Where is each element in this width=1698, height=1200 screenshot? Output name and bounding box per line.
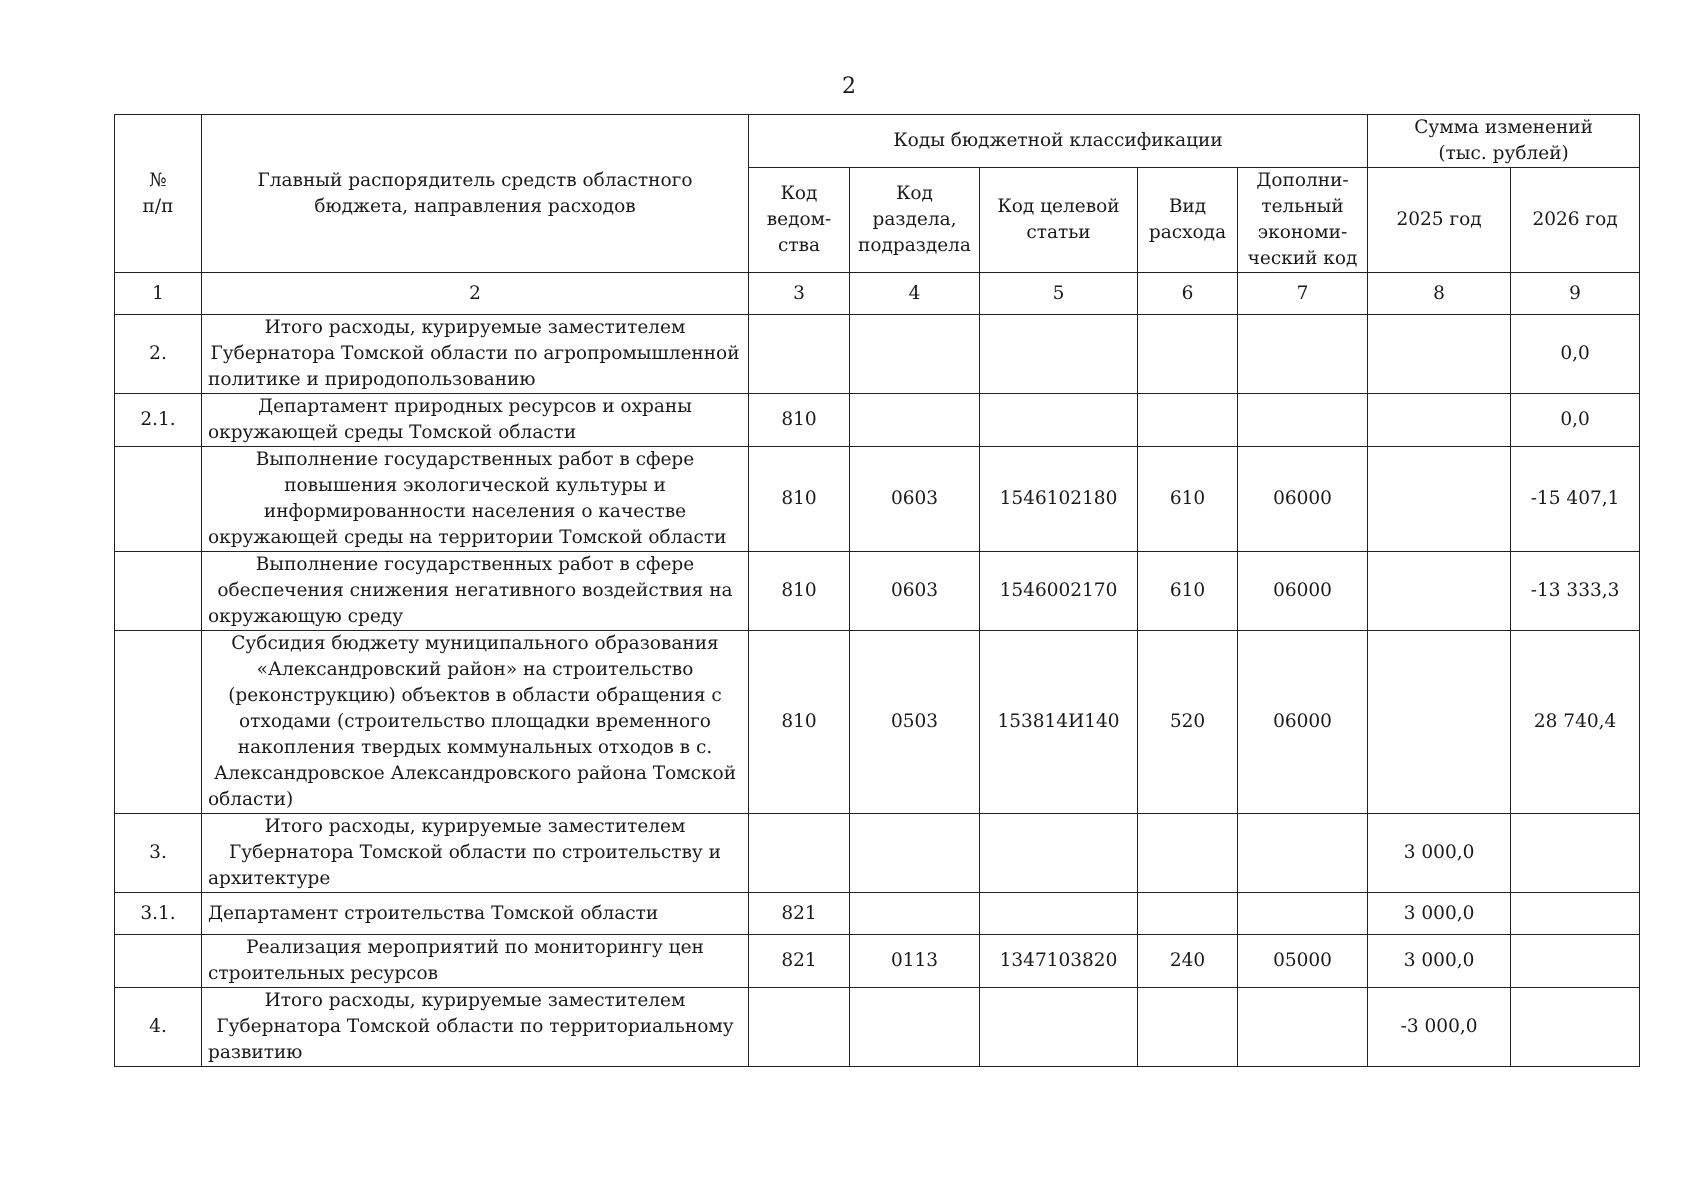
table-row — [115, 552, 1640, 631]
row-expense-type — [1138, 394, 1238, 447]
row-section-code — [850, 315, 980, 394]
row-2026 — [1511, 814, 1640, 893]
header-budget-codes: Коды бюджетной классификации — [749, 115, 1368, 168]
row-econ-code: 06000 — [1238, 552, 1368, 631]
row-target-code: 1546102180 — [980, 447, 1138, 552]
row-num — [115, 935, 202, 988]
row-2026: 28 740,4 — [1511, 631, 1640, 814]
row-name: Департамент природных ресурсов и охраны окружающей среды Томской области — [202, 394, 749, 447]
row-dept-code: 821 — [749, 893, 850, 935]
row-section-code: 0503 — [850, 631, 980, 814]
row-2026: -13 333,3 — [1511, 552, 1640, 631]
row-section-code: 0603 — [850, 447, 980, 552]
row-dept-code: 810 — [749, 394, 850, 447]
row-dept-code: 821 — [749, 935, 850, 988]
row-target-code — [980, 315, 1138, 394]
table-row — [115, 988, 1640, 1067]
header-econ-code: Дополни- тельный экономи- ческий код — [1238, 168, 1368, 273]
row-num — [115, 631, 202, 814]
column-index: 5 — [980, 273, 1138, 315]
row-name: Выполнение государственных работ в сфере повышения экологической культуры и информированности населения о качестве окружающей среды на территории Томской области — [202, 447, 749, 552]
header-sum-changes: Сумма изменений (тыс. рублей) — [1368, 115, 1640, 168]
row-2025 — [1368, 552, 1511, 631]
header-num — [115, 115, 202, 273]
row-dept-code: 810 — [749, 631, 850, 814]
row-econ-code — [1238, 988, 1368, 1067]
row-econ-code: 05000 — [1238, 935, 1368, 988]
row-2025 — [1368, 447, 1511, 552]
row-expense-type: 240 — [1138, 935, 1238, 988]
row-2025 — [1368, 315, 1511, 394]
row-section-code — [850, 814, 980, 893]
column-index: 9 — [1511, 273, 1640, 315]
table-row — [115, 447, 1640, 552]
column-index: 1 — [115, 273, 202, 315]
header-target-code: Код целевой статьи — [980, 168, 1138, 273]
row-name: Выполнение государственных работ в сфере обеспечения снижения негативного воздействия на окружающую среду — [202, 552, 749, 631]
row-2026: 0,0 — [1511, 394, 1640, 447]
row-econ-code — [1238, 394, 1368, 447]
row-2025: 3 000,0 — [1368, 893, 1511, 935]
row-expense-type — [1138, 893, 1238, 935]
row-num: 2.1. — [115, 394, 202, 447]
column-index: 3 — [749, 273, 850, 315]
header-year-2025: 2025 год — [1368, 168, 1511, 273]
row-2026 — [1511, 893, 1640, 935]
row-num — [115, 447, 202, 552]
row-expense-type — [1138, 315, 1238, 394]
row-target-code — [980, 814, 1138, 893]
budget-changes-table — [114, 114, 1640, 1067]
row-expense-type — [1138, 988, 1238, 1067]
row-expense-type — [1138, 814, 1238, 893]
row-expense-type: 610 — [1138, 447, 1238, 552]
table-row — [115, 631, 1640, 814]
row-num: 3. — [115, 814, 202, 893]
row-target-code: 1347103820 — [980, 935, 1138, 988]
header-row-1 — [115, 115, 1640, 168]
row-2025 — [1368, 394, 1511, 447]
row-2026 — [1511, 988, 1640, 1067]
column-index: 7 — [1238, 273, 1368, 315]
header-section-code: Код раздела, подраздела — [850, 168, 980, 273]
column-index: 4 — [850, 273, 980, 315]
row-num: 4. — [115, 988, 202, 1067]
row-2025: 3 000,0 — [1368, 935, 1511, 988]
column-index: 6 — [1138, 273, 1238, 315]
row-name: Итого расходы, курируемые заместителем Губернатора Томской области по агропромышленной политике и природопользованию — [202, 315, 749, 394]
table-row — [115, 315, 1640, 394]
header-dept-code: Код ведом- ства — [749, 168, 850, 273]
row-num — [115, 552, 202, 631]
row-2025: -3 000,0 — [1368, 988, 1511, 1067]
row-target-code: 1546002170 — [980, 552, 1138, 631]
row-dept-code: 810 — [749, 447, 850, 552]
row-econ-code: 06000 — [1238, 447, 1368, 552]
row-name: Итого расходы, курируемые заместителем Губернатора Томской области по территориальному развитию — [202, 988, 749, 1067]
row-2025: 3 000,0 — [1368, 814, 1511, 893]
header-name — [202, 115, 749, 273]
row-econ-code — [1238, 315, 1368, 394]
table-row — [115, 893, 1640, 935]
column-index: 8 — [1368, 273, 1511, 315]
row-section-code — [850, 394, 980, 447]
row-target-code — [980, 394, 1138, 447]
header-expense-type: Вид расхода — [1138, 168, 1238, 273]
table-row — [115, 394, 1640, 447]
row-target-code — [980, 988, 1138, 1067]
row-name: Субсидия бюджету муниципального образования «Александровский район» на строительство (реконструкцию) объектов в области обращения с отходами (строительство площадки временного накопления твердых коммунальных отходов в с. Александровское Александровского района Томской области) — [202, 631, 749, 814]
row-dept-code: 810 — [749, 552, 850, 631]
row-econ-code — [1238, 893, 1368, 935]
row-target-code — [980, 893, 1138, 935]
column-index-row — [115, 273, 1640, 315]
column-index: 2 — [202, 273, 749, 315]
header-name-text: Главный распорядитель средств областного бюджета, направления расходов — [257, 169, 693, 217]
row-name: Реализация мероприятий по мониторингу цен строительных ресурсов — [202, 935, 749, 988]
row-name: Департамент строительства Томской области — [202, 893, 749, 935]
row-2026: -15 407,1 — [1511, 447, 1640, 552]
row-expense-type: 520 — [1138, 631, 1238, 814]
row-dept-code — [749, 988, 850, 1067]
row-dept-code — [749, 814, 850, 893]
row-expense-type: 610 — [1138, 552, 1238, 631]
row-econ-code: 06000 — [1238, 631, 1368, 814]
row-dept-code — [749, 315, 850, 394]
row-section-code: 0113 — [850, 935, 980, 988]
row-name: Итого расходы, курируемые заместителем Губернатора Томской области по строительству и архитектуре — [202, 814, 749, 893]
row-section-code — [850, 893, 980, 935]
row-section-code — [850, 988, 980, 1067]
row-2025 — [1368, 631, 1511, 814]
row-num: 3.1. — [115, 893, 202, 935]
table-row — [115, 814, 1640, 893]
header-year-2026: 2026 год — [1511, 168, 1640, 273]
table-row — [115, 935, 1640, 988]
row-target-code: 153814И140 — [980, 631, 1138, 814]
row-section-code: 0603 — [850, 552, 980, 631]
page-number: 2 — [842, 74, 856, 99]
row-2026: 0,0 — [1511, 315, 1640, 394]
row-econ-code — [1238, 814, 1368, 893]
row-2026 — [1511, 935, 1640, 988]
header-num-text: № п/п — [142, 169, 174, 217]
row-num: 2. — [115, 315, 202, 394]
